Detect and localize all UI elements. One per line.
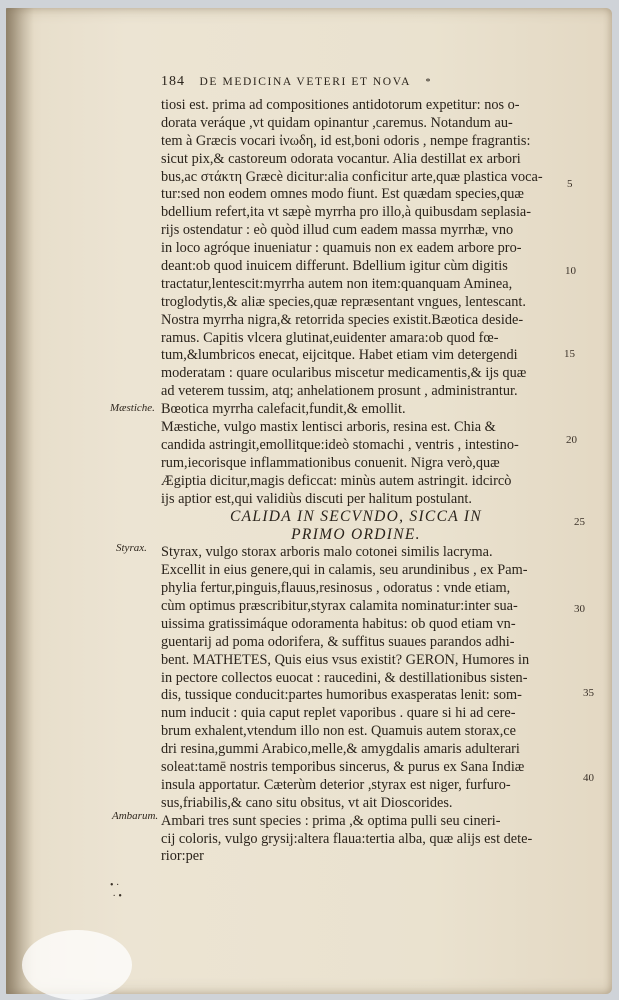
line-number: 25: [574, 516, 585, 528]
line-number: 5: [567, 178, 573, 190]
ink-specks: • · · •: [110, 880, 122, 902]
page-gutter-shadow: [6, 8, 34, 994]
line-number: 15: [564, 348, 575, 360]
running-header: [161, 74, 571, 90]
text-line: ramus. Capitis vlcera glutinat,euidenter amara:ob quod fœ-: [161, 329, 499, 346]
text-line: rijs ostendatur : eò quòd illud cum eadem massa myrrhæ, vno: [161, 222, 514, 239]
text-line: troglodytis,& aliæ species,quæ repræsentant vngues, lentescant.: [161, 293, 526, 310]
text-line: dri resina,gummi Arabico,melle,& amygdalis amaris adulterari: [161, 741, 520, 758]
margin-note-mastiche: Mæstiche.: [110, 402, 155, 414]
text-line: bus,ac στάκτη Græcè dicitur:alia conficitur arte,quæ plastica voca-: [161, 168, 543, 185]
text-line: cij coloris, vulgo grysij:altera flaua:tertia alba, quæ alijs est dete-: [161, 830, 533, 847]
text-line: in pectore collectos euocat : raucedini, & destillationibus sisten-: [161, 669, 528, 686]
text-line: Excellit in eius genere,qui in calamis, seu arundinibus , ex Pam-: [161, 562, 528, 579]
text-line: num inducit : quia caput replet vaporibus . quare si hi ad cere-: [161, 705, 516, 722]
text-line: bdellium refert,ita vt sæpè myrrha pro illo,à quibusdam seplasia-: [161, 204, 532, 221]
text-line: Styrax, vulgo storax arboris malo cotonei similis lacryma.: [161, 544, 493, 561]
margin-note-ambarum: Ambarum.: [112, 810, 159, 822]
text-line: tractatur,lentescit:myrrha autem non item:quanquam Aminea,: [161, 275, 513, 292]
text-line: ad veterem tussim, atq; anhelationem prosunt , administrantur.: [161, 383, 518, 400]
text-line: sus,friabilis,& cano situ obsitus, vt ait Dioscorides.: [161, 794, 453, 811]
line-number: 10: [565, 265, 576, 277]
line-number: 30: [574, 603, 585, 615]
text-line: Bœotica myrrha calefacit,fundit,& emollit.: [161, 401, 406, 418]
text-line: moderatam : quare ocularibus miscetur medicamentis,& ijs quæ: [161, 365, 527, 382]
text-line: tur:sed non eodem omnes modo fiunt. Est quædam species,quæ: [161, 186, 524, 203]
text-line: rior:per: [161, 848, 204, 865]
text-line: candida astringit,emollitque:ideò stomachi , ventris , intestino-: [161, 436, 519, 453]
line-number: 35: [583, 687, 594, 699]
text-line: uissima gratissimáque odoramenta habitus: ob quod etiam vn-: [161, 615, 516, 632]
text-line: Ægiptia dicitur,magis deficcat: minùs autem astringit. idcircò: [161, 472, 512, 489]
text-body: [161, 97, 581, 866]
text-line: in loco agróque inueniatur : quamuis non ex eadem arbore pro-: [161, 240, 522, 257]
scan-smudge: [22, 930, 132, 1000]
text-line: sicut pix,& castoreum odorata vocantur. Alia destillat ex arbori: [161, 150, 521, 167]
line-number: 40: [583, 772, 594, 784]
line-number: 20: [566, 434, 577, 446]
text-line: deant:ob quod inuicem differunt. Bdellium igitur cùm digitis: [161, 258, 508, 275]
text-line: phylia fertur,pinguis,flauus,resinosus , odoratus : vnde etiam,: [161, 580, 511, 597]
text-line: dis, tussique conducit:partes humoribus exasperatas lenit: som-: [161, 687, 522, 704]
text-line: dorata veráque ,vt quidam opinantur ,caremus. Notandum au-: [161, 114, 513, 131]
running-title: DE MEDICINA VETERI ET NOVA: [199, 76, 412, 88]
page-number: 184: [161, 74, 185, 89]
margin-note-styrax: Styrax.: [116, 542, 147, 554]
text-line: tiosi est. prima ad compositiones antidotorum expetitur: nos o-: [161, 97, 520, 113]
text-line: guentarij ad poma odorifera, & suffitus suaues parandos adhi-: [161, 633, 515, 650]
text-line: rum,iecorisque inflammationibus conuenit. Nigra verò,quæ: [161, 454, 500, 471]
text-line: ijs aptior est,qui validiùs discuti per halitum postulant.: [161, 490, 472, 507]
text-line: insula apportatur. Cæterùm deterior ,styrax est niger, furfuro-: [161, 776, 511, 793]
text-line: tem à Græcis vocari ἰνωδη, id est,boni odoris , nempe fragrantis:: [161, 132, 531, 149]
text-line: cùm optimus præscribitur,styrax calamita nominatur:inter sua-: [161, 597, 518, 614]
text-line: bent. MATHETES, Quis eius vsus existit? GERON, Humores in: [161, 651, 530, 668]
text-line: Nostra myrrha nigra,& retorrida species existit.Bæotica deside-: [161, 311, 524, 328]
text-line: Ambari tres sunt species : prima ,& optima pulli seu cineri-: [161, 812, 501, 829]
text-line: soleat:tamē nostris temporibus sincerus, & purus ex Sana Indiæ: [161, 758, 525, 775]
text-line: Mæstiche, vulgo mastix lentisci arboris, resina est. Chia &: [161, 419, 496, 436]
section-heading-line: CALIDA IN SECVNDO, SICCA IN: [230, 508, 482, 526]
text-line: tum,&lumbricos enecat, eijcitque. Habet etiam vim detergendi: [161, 347, 518, 364]
section-heading-line: PRIMO ORDINE.: [291, 526, 421, 544]
text-line: brum exhalent,vtendum illo non est. Quamuis autem storax,ce: [161, 723, 516, 740]
header-mark: *: [425, 77, 432, 88]
